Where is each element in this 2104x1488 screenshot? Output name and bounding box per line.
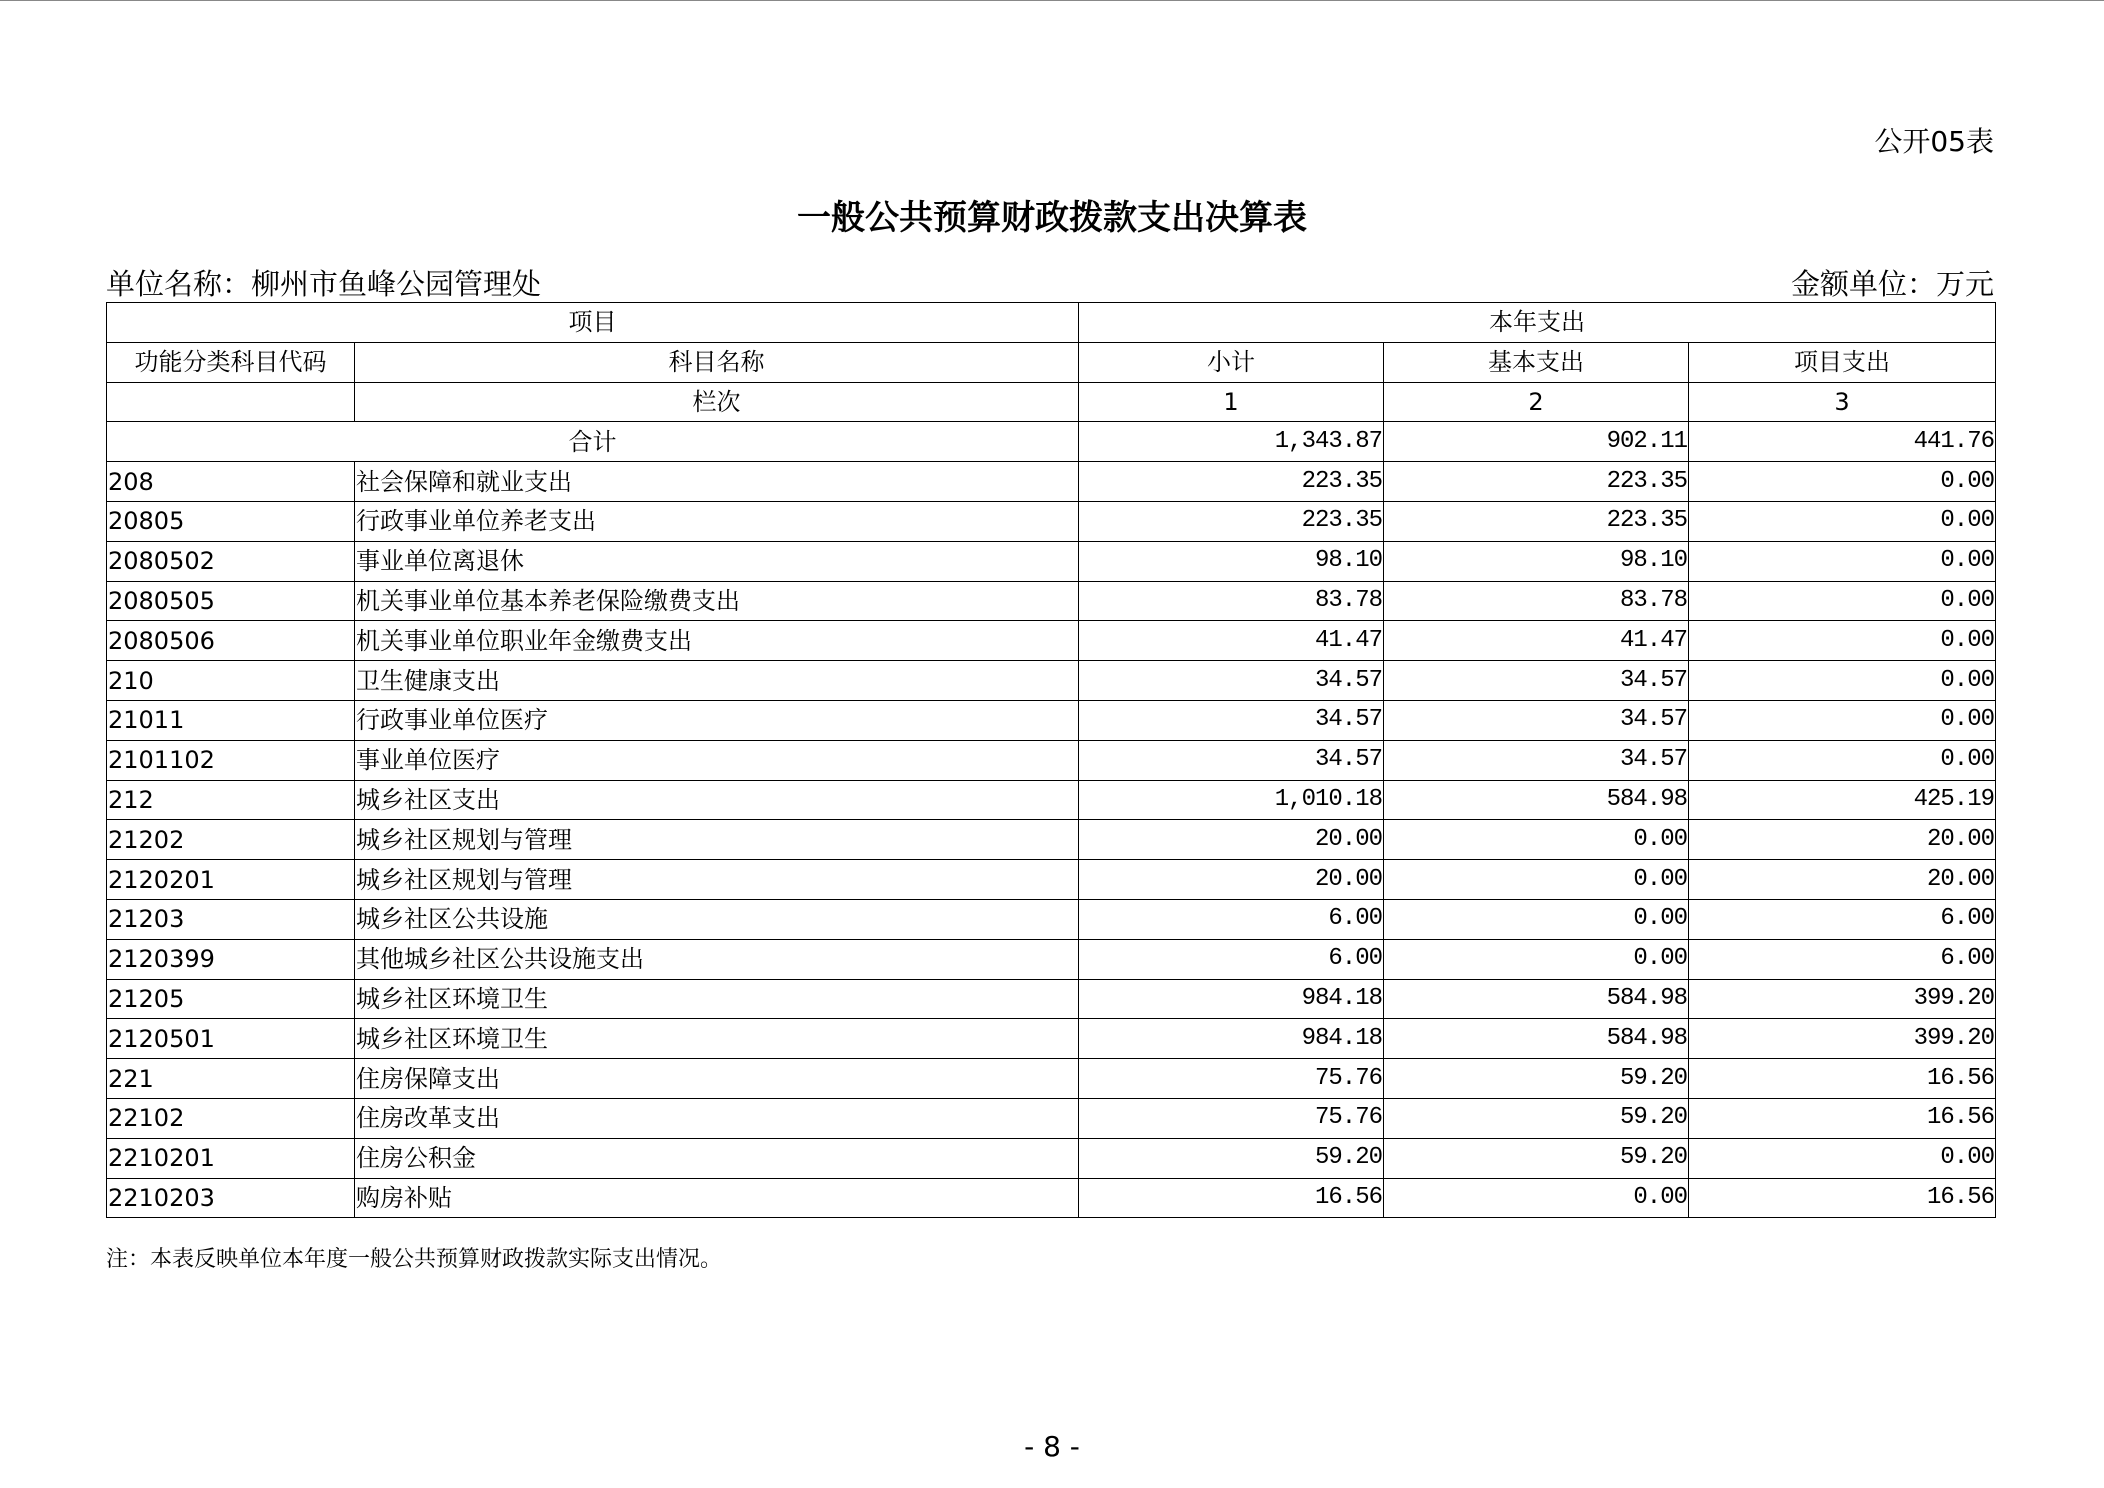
- header-column-order: 栏次: [355, 382, 1079, 422]
- row-project: 0.00: [1689, 1138, 1996, 1178]
- table-row: [107, 1178, 1996, 1218]
- header-blank: [107, 382, 355, 422]
- header-project: 项目: [107, 303, 1079, 343]
- row-subtotal: 984.18: [1079, 979, 1384, 1019]
- row-subtotal: 34.57: [1079, 700, 1384, 740]
- row-code: 2120201: [107, 860, 355, 900]
- row-code: 2120399: [107, 939, 355, 979]
- table-row: [107, 581, 1996, 621]
- header-row-1: [107, 303, 1996, 343]
- header-name: 科目名称: [355, 342, 1079, 382]
- header-row-2: [107, 342, 1996, 382]
- header-subtotal: 小计: [1079, 342, 1384, 382]
- row-subtotal: 6.00: [1079, 939, 1384, 979]
- row-basic: 83.78: [1384, 581, 1689, 621]
- row-project: 16.56: [1689, 1098, 1996, 1138]
- row-subtotal: 83.78: [1079, 581, 1384, 621]
- row-subtotal: 59.20: [1079, 1138, 1384, 1178]
- form-code: 公开05表: [1874, 125, 1994, 158]
- row-name: 购房补贴: [355, 1178, 1079, 1218]
- header-col-1: 1: [1079, 382, 1384, 422]
- row-project: 0.00: [1689, 661, 1996, 701]
- row-basic: 59.20: [1384, 1059, 1689, 1099]
- table-row: [107, 939, 1996, 979]
- row-name: 行政事业单位养老支出: [355, 501, 1079, 541]
- total-label: 合计: [107, 422, 1079, 462]
- row-name: 住房改革支出: [355, 1098, 1079, 1138]
- header-col-3: 3: [1689, 382, 1996, 422]
- row-basic: 223.35: [1384, 501, 1689, 541]
- table-row: [107, 621, 1996, 661]
- row-code: 2080505: [107, 581, 355, 621]
- row-subtotal: 75.76: [1079, 1059, 1384, 1099]
- row-project: 0.00: [1689, 541, 1996, 581]
- table-row: [107, 1138, 1996, 1178]
- row-code: 2101102: [107, 740, 355, 780]
- page-top-border: [0, 0, 2104, 1]
- row-name: 城乡社区环境卫生: [355, 979, 1079, 1019]
- row-subtotal: 98.10: [1079, 541, 1384, 581]
- row-code: 221: [107, 1059, 355, 1099]
- row-name: 机关事业单位职业年金缴费支出: [355, 621, 1079, 661]
- unit-line: [106, 262, 1994, 303]
- row-code: 2080506: [107, 621, 355, 661]
- row-code: 2120501: [107, 1019, 355, 1059]
- row-project: 0.00: [1689, 700, 1996, 740]
- row-project: 6.00: [1689, 939, 1996, 979]
- row-subtotal: 223.35: [1079, 462, 1384, 502]
- row-project: 0.00: [1689, 621, 1996, 661]
- unit-name: 单位名称：柳州市鱼峰公园管理处: [106, 267, 542, 301]
- table-row: [107, 661, 1996, 701]
- row-code: 21205: [107, 979, 355, 1019]
- total-row: [107, 422, 1996, 462]
- row-basic: 0.00: [1384, 860, 1689, 900]
- total-project: 441.76: [1689, 422, 1996, 462]
- table-row: [107, 860, 1996, 900]
- row-code: 21011: [107, 700, 355, 740]
- row-subtotal: 34.57: [1079, 661, 1384, 701]
- row-project: 20.00: [1689, 860, 1996, 900]
- row-project: 16.56: [1689, 1178, 1996, 1218]
- row-code: 21202: [107, 820, 355, 860]
- row-subtotal: 1,010.18: [1079, 780, 1384, 820]
- row-basic: 34.57: [1384, 700, 1689, 740]
- row-code: 2210203: [107, 1178, 355, 1218]
- row-code: 2210201: [107, 1138, 355, 1178]
- table-row: [107, 979, 1996, 1019]
- total-basic: 902.11: [1384, 422, 1689, 462]
- amount-unit: 金额单位：万元: [1790, 267, 1994, 301]
- row-project: 0.00: [1689, 501, 1996, 541]
- row-project: 0.00: [1689, 581, 1996, 621]
- row-basic: 98.10: [1384, 541, 1689, 581]
- row-project: 0.00: [1689, 462, 1996, 502]
- row-subtotal: 6.00: [1079, 899, 1384, 939]
- page-title: 一般公共预算财政拨款支出决算表: [797, 198, 1307, 238]
- row-subtotal: 984.18: [1079, 1019, 1384, 1059]
- table-row: [107, 1019, 1996, 1059]
- row-name: 城乡社区规划与管理: [355, 820, 1079, 860]
- row-code: 208: [107, 462, 355, 502]
- row-name: 住房公积金: [355, 1138, 1079, 1178]
- header-basic: 基本支出: [1384, 342, 1689, 382]
- row-basic: 584.98: [1384, 979, 1689, 1019]
- row-name: 城乡社区环境卫生: [355, 1019, 1079, 1059]
- header-project-expense: 项目支出: [1689, 342, 1996, 382]
- row-basic: 584.98: [1384, 1019, 1689, 1059]
- row-name: 城乡社区公共设施: [355, 899, 1079, 939]
- table-row: [107, 1098, 1996, 1138]
- row-subtotal: 20.00: [1079, 860, 1384, 900]
- header-current-year: 本年支出: [1079, 303, 1996, 343]
- table-row: [107, 1059, 1996, 1099]
- row-code: 210: [107, 661, 355, 701]
- row-project: 0.00: [1689, 740, 1996, 780]
- row-basic: 34.57: [1384, 740, 1689, 780]
- row-subtotal: 223.35: [1079, 501, 1384, 541]
- row-project: 16.56: [1689, 1059, 1996, 1099]
- row-name: 卫生健康支出: [355, 661, 1079, 701]
- row-code: 212: [107, 780, 355, 820]
- header-code: 功能分类科目代码: [107, 342, 355, 382]
- table-row: [107, 541, 1996, 581]
- row-subtotal: 34.57: [1079, 740, 1384, 780]
- row-project: 6.00: [1689, 899, 1996, 939]
- table-row: [107, 740, 1996, 780]
- row-basic: 41.47: [1384, 621, 1689, 661]
- row-basic: 0.00: [1384, 899, 1689, 939]
- row-name: 机关事业单位基本养老保险缴费支出: [355, 581, 1079, 621]
- budget-table: [106, 302, 1996, 1218]
- table-row: [107, 501, 1996, 541]
- row-name: 住房保障支出: [355, 1059, 1079, 1099]
- row-basic: 59.20: [1384, 1098, 1689, 1138]
- table-row: [107, 820, 1996, 860]
- table-row: [107, 899, 1996, 939]
- row-code: 22102: [107, 1098, 355, 1138]
- row-name: 行政事业单位医疗: [355, 700, 1079, 740]
- row-project: 425.19: [1689, 780, 1996, 820]
- row-name: 其他城乡社区公共设施支出: [355, 939, 1079, 979]
- row-name: 事业单位离退休: [355, 541, 1079, 581]
- row-project: 20.00: [1689, 820, 1996, 860]
- row-subtotal: 75.76: [1079, 1098, 1384, 1138]
- row-code: 20805: [107, 501, 355, 541]
- row-project: 399.20: [1689, 979, 1996, 1019]
- row-basic: 0.00: [1384, 939, 1689, 979]
- row-name: 事业单位医疗: [355, 740, 1079, 780]
- table-row: [107, 462, 1996, 502]
- total-subtotal: 1,343.87: [1079, 422, 1384, 462]
- row-subtotal: 16.56: [1079, 1178, 1384, 1218]
- row-basic: 584.98: [1384, 780, 1689, 820]
- row-name: 社会保障和就业支出: [355, 462, 1079, 502]
- table-note: 注：本表反映单位本年度一般公共预算财政拨款实际支出情况。: [106, 1247, 723, 1272]
- row-basic: 34.57: [1384, 661, 1689, 701]
- row-project: 399.20: [1689, 1019, 1996, 1059]
- page-number: - 8 -: [1024, 1430, 1080, 1463]
- row-basic: 0.00: [1384, 1178, 1689, 1218]
- header-col-2: 2: [1384, 382, 1689, 422]
- row-subtotal: 20.00: [1079, 820, 1384, 860]
- row-name: 城乡社区支出: [355, 780, 1079, 820]
- row-basic: 223.35: [1384, 462, 1689, 502]
- table-row: [107, 700, 1996, 740]
- row-name: 城乡社区规划与管理: [355, 860, 1079, 900]
- row-code: 21203: [107, 899, 355, 939]
- table-row: [107, 780, 1996, 820]
- row-basic: 59.20: [1384, 1138, 1689, 1178]
- row-basic: 0.00: [1384, 820, 1689, 860]
- row-subtotal: 41.47: [1079, 621, 1384, 661]
- row-code: 2080502: [107, 541, 355, 581]
- header-row-3: [107, 382, 1996, 422]
